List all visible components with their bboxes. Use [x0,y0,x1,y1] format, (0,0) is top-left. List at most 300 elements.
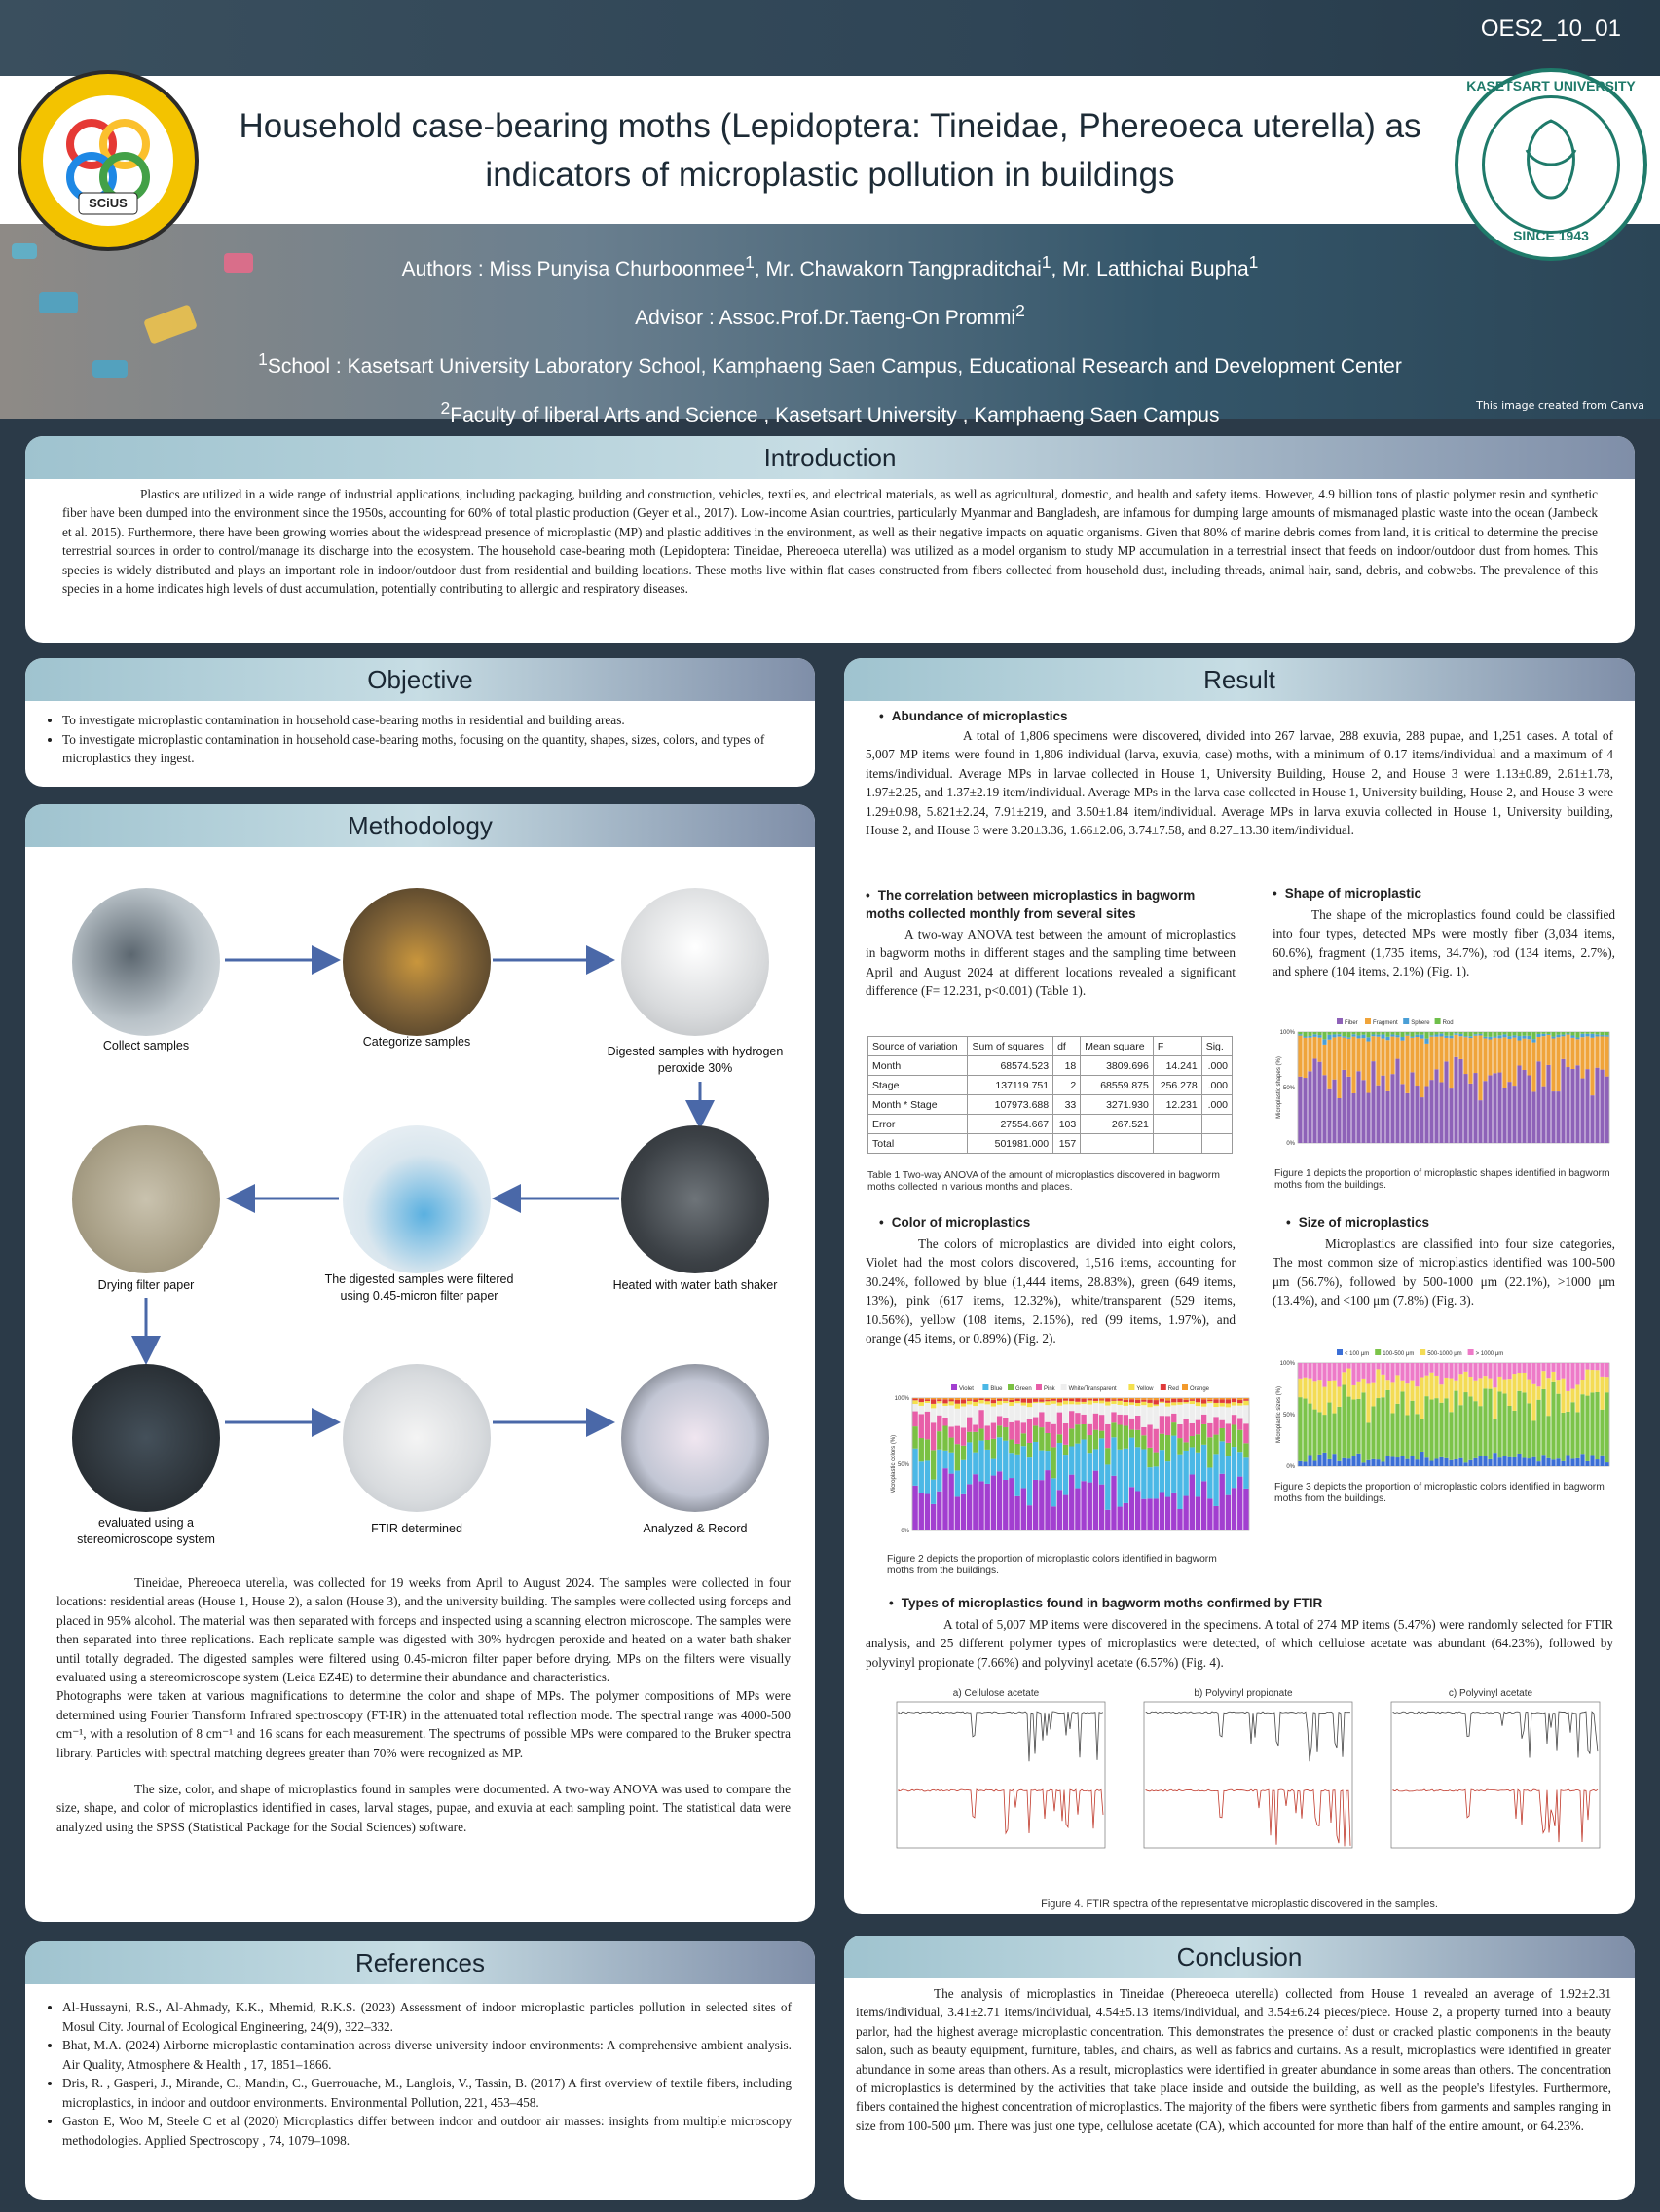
bar-segment [1105,1399,1110,1402]
bar-segment [1444,1038,1448,1061]
bar-segment [1298,1363,1302,1379]
bar-segment [1556,1091,1560,1143]
bar-segment [1575,1363,1579,1384]
bar-segment [1590,1392,1594,1455]
bar-segment [1405,1383,1409,1415]
bar-segment [1111,1476,1116,1530]
bar-segment [1410,1363,1414,1381]
legend-label: < 100 μm [1345,1351,1370,1357]
bar-segment [1556,1458,1560,1466]
bar-segment [1527,1380,1531,1404]
bar-segment [937,1398,941,1399]
bar-segment [1488,1379,1492,1389]
bar-segment [1541,1371,1545,1389]
bar-segment [978,1400,983,1403]
bar-segment [1003,1398,1008,1399]
anova-cell: Month * Stage [868,1095,968,1115]
bar-segment [961,1427,966,1445]
bar-segment [991,1423,996,1439]
bar-segment [973,1402,978,1406]
bar-segment [1580,1032,1584,1034]
bar-segment [1575,1384,1579,1412]
bar-segment [1003,1403,1008,1418]
bar-segment [1371,1061,1375,1143]
bar-segment [1303,1378,1307,1399]
bar-segment [1088,1483,1092,1530]
bar-segment [1541,1363,1545,1371]
bar-segment [1147,1407,1152,1424]
bar-segment [1444,1061,1448,1143]
bar-segment [1580,1394,1584,1454]
bar-segment [1226,1398,1231,1399]
bar-segment [967,1399,972,1401]
bar-segment [1483,1032,1487,1037]
bar-segment [1600,1456,1604,1466]
bar-segment [1099,1438,1104,1484]
bar-segment [1322,1363,1326,1387]
bar-segment [1129,1398,1134,1399]
bar-segment [1009,1400,1014,1402]
bar-segment [1171,1398,1176,1399]
bar-segment [1201,1398,1206,1399]
bar-segment [1585,1370,1589,1396]
bar-segment [1213,1399,1218,1403]
bar-segment [1536,1461,1540,1466]
bar-segment [1088,1453,1092,1482]
bar-segment [1361,1392,1365,1462]
bar-segment [1517,1032,1521,1036]
bar-segment [1196,1399,1200,1403]
bar-segment [1027,1505,1032,1530]
bar-segment [967,1401,972,1405]
bar-segment [1298,1461,1302,1466]
bar-segment [1507,1036,1511,1039]
bar-segment [1099,1485,1104,1530]
bar-segment [1390,1363,1394,1382]
bar-segment [1213,1403,1218,1407]
bar-segment [1332,1037,1336,1079]
bar-segment [1141,1400,1146,1402]
bar-segment [1196,1398,1200,1399]
bar-segment [1493,1453,1496,1466]
conclusion-card [844,1936,1635,2200]
anova-row [868,1056,1233,1076]
bar-segment [1021,1399,1026,1403]
bar-segment [967,1484,972,1530]
bar-segment [1395,1035,1399,1037]
bar-segment [1337,1461,1341,1466]
bar-segment [1488,1459,1492,1466]
bar-segment [919,1493,924,1530]
bar-segment [1454,1363,1457,1381]
bar-segment [937,1403,941,1415]
bar-segment [919,1438,924,1461]
objective-item: • To investigate microplastic contamination in household case-bearing moths, focusing on the quantity, shapes, sizes, colors, and types of microplastics they ingest. [62,730,792,768]
bar-segment [1531,1043,1535,1092]
bar-segment [1332,1034,1336,1037]
bar-segment [1600,1363,1604,1377]
bar-segment [1063,1495,1068,1530]
bar-segment [955,1404,960,1409]
bar-segment [1536,1386,1540,1399]
anova-cell: 18 [1053,1056,1081,1076]
bar-segment [1351,1456,1355,1466]
bar-segment [1449,1379,1453,1413]
bar-segment [1124,1415,1128,1425]
bar-segment [1424,1039,1428,1044]
bar-segment [1400,1456,1404,1466]
bar-segment [1405,1415,1409,1458]
bar-segment [1124,1406,1128,1415]
bar-segment [1308,1071,1311,1143]
bar-segment [1081,1439,1086,1481]
bar-segment [1014,1399,1019,1401]
bar-segment [948,1474,953,1530]
bar-segment [1424,1044,1428,1087]
bar-segment [1027,1457,1032,1505]
bar-segment [1463,1074,1467,1143]
legend-swatch [1008,1384,1014,1390]
bar-segment [1522,1363,1526,1373]
bar-segment [948,1401,953,1405]
bar-segment [1190,1398,1195,1399]
bar-segment [1045,1400,1050,1402]
bar-segment [985,1440,990,1450]
fig2-color-chart [887,1381,1255,1556]
bar-segment [1232,1447,1236,1488]
bar-segment [1021,1433,1026,1446]
bar-segment [1298,1077,1302,1143]
bar-segment [1551,1037,1555,1039]
legend-swatch [1365,1018,1371,1024]
bar-segment [1385,1091,1389,1143]
bar-segment [1111,1437,1116,1476]
bar-segment [912,1412,917,1427]
bar-segment [1332,1032,1336,1034]
bar-segment [1051,1478,1056,1506]
anova-cell [1153,1134,1201,1154]
bar-segment [1585,1034,1589,1037]
bar-segment [1237,1398,1242,1400]
bar-segment [1405,1093,1409,1143]
bar-segment [1093,1430,1098,1450]
bar-segment [1517,1454,1521,1466]
anova-cell: 14.241 [1153,1056,1201,1076]
bar-segment [1220,1399,1225,1402]
bar-segment [1376,1086,1380,1143]
bar-segment [1536,1032,1540,1034]
legend-swatch [1128,1384,1134,1390]
bar-segment [1351,1034,1355,1036]
digested-samples-photo [621,888,769,1036]
bar-segment [1177,1438,1182,1455]
bar-segment [1570,1458,1574,1466]
bar-segment [1051,1424,1056,1448]
bar-segment [1551,1372,1555,1382]
bar-segment [1183,1400,1188,1402]
bar-segment [1497,1377,1501,1391]
bar-segment [1129,1399,1134,1402]
bar-segment [1160,1450,1164,1492]
bar-segment [1342,1038,1346,1070]
bar-segment [1129,1419,1134,1430]
bar-segment [961,1403,966,1406]
bar-segment [1117,1415,1122,1425]
bar-segment [1449,1460,1453,1466]
bar-segment [1439,1363,1443,1384]
bar-segment [1088,1398,1092,1399]
bar-segment [1303,1363,1307,1378]
legend-swatch [1061,1384,1067,1390]
bar-segment [1527,1403,1531,1458]
bar-segment [1527,1036,1531,1039]
bar-segment [1561,1363,1565,1379]
anova-cell: Total [868,1134,968,1154]
bar-segment [1147,1398,1152,1400]
bar-segment [1124,1425,1128,1448]
bar-segment [1135,1400,1140,1403]
bar-segment [1033,1403,1038,1417]
bar-segment [1226,1399,1231,1403]
bar-segment [997,1416,1002,1425]
size-title: • Size of microplastics [1286,1215,1429,1230]
reference-item: • Al-Hussayni, R.S., Al-Ahmady, K.K., Mhemid, R.K.S. (2023) Assessment of indoor microplastic particles pollution in selected sites of Mosul City. Journal of Ecological Engineering, 24(9), 322–332. [62,1998,792,2036]
y-tick-label: 100% [1279,1361,1295,1367]
bar-segment [1177,1402,1182,1405]
bar-segment [1237,1452,1242,1476]
bar-segment [1183,1451,1188,1496]
bar-segment [1063,1445,1068,1455]
bar-segment [1088,1400,1092,1404]
bar-segment [1507,1032,1511,1036]
kasetsart-text: KASETSART UNIVERSITY [1466,78,1636,93]
bar-segment [1051,1506,1056,1530]
bar-segment [961,1400,966,1404]
bar-segment [1346,1397,1350,1459]
bar-segment [931,1422,936,1450]
bar-segment [997,1398,1002,1399]
bar-segment [1099,1431,1104,1439]
bar-segment [1099,1398,1104,1399]
bar-segment [948,1400,953,1402]
bar-segment [1003,1418,1008,1427]
bar-segment [1298,1032,1302,1034]
bar-segment [1366,1093,1370,1143]
bar-segment [1390,1456,1394,1466]
bar-segment [1454,1035,1457,1057]
bar-segment [1424,1032,1428,1039]
bar-segment [1063,1455,1068,1495]
bar-segment [1009,1453,1014,1478]
bar-segment [1165,1401,1170,1403]
legend-label: > 1000 μm [1475,1351,1504,1357]
bar-segment [1395,1404,1399,1457]
bar-segment [1585,1461,1589,1466]
bar-segment [1135,1398,1140,1400]
bar-segment [1400,1084,1404,1143]
legend-swatch [1036,1384,1042,1390]
bar-segment [1405,1032,1409,1035]
bar-segment [1232,1399,1236,1402]
author-3: , Mr. Latthichai Bupha [1051,258,1249,280]
bar-segment [1117,1450,1122,1507]
y-tick-label: 50% [1282,1413,1295,1419]
bar-segment [1385,1040,1389,1091]
bar-segment [1600,1070,1604,1143]
bar-segment [1381,1076,1384,1143]
bar-segment [1327,1035,1331,1040]
bar-segment [1308,1363,1311,1379]
bar-segment [1207,1401,1212,1403]
bar-segment [1226,1407,1231,1423]
bar-segment [1317,1062,1321,1143]
bar-segment [1371,1034,1375,1036]
bar-segment [1135,1430,1140,1448]
bar-segment [1099,1399,1104,1400]
bar-segment [1420,1419,1423,1452]
bar-segment [1371,1382,1375,1407]
bar-segment [1027,1403,1032,1407]
bar-segment [1165,1403,1170,1407]
conclusion-text: The analysis of microplastics in Tineidae (Phereoeca uterella) collected from House 1 revealed an average of 1.92±2.31 items/individual, 3.41±2.71 items/individual, 4.54±5.13 items/individual, and 3.54±6.24 pieces/piece. House 2, a property turned into a beauty parlor, had the highest average microplastic concentration. This demonstrates the presence of dust or cracked plastic components in the beauty salon, such as beauty equipment, furniture, tables, and chairs, as well as fabrics and curtains. As a result, microplastics were identified in greater abundance in some areas than others. As a result, microplastics were identified in greater abundance in some areas than others. The concentration of microplastics is determined by the activities that take place inside and outside the building, as well as the people's lifestyles. Furthermore, fibers contained the highest concentration of microplastics. The majority of the fibers were synthetic fibers from garments and samples ranging in size from 100-500 μm. There was just one type, cellulose acetate (CA), which accounted for more than half of the entire amount, or 64.23%. [856,1986,1611,2133]
bar-segment [1243,1457,1248,1489]
bar-segment [1483,1081,1487,1143]
bar-segment [1371,1406,1375,1458]
bar-segment [1361,1080,1365,1143]
scius-logo [18,70,199,251]
bar-segment [1527,1458,1531,1466]
bar-segment [1444,1032,1448,1036]
bar-segment [1039,1399,1044,1401]
bar-segment [1303,1078,1307,1143]
bar-segment [1346,1037,1350,1039]
bar-segment [1424,1396,1428,1457]
bar-segment [1177,1424,1182,1438]
bar-segment [1342,1070,1346,1143]
bar-segment [1154,1406,1159,1429]
bar-segment [1160,1403,1164,1416]
bar-segment [1556,1037,1560,1091]
bar-segment [1420,1377,1423,1419]
bar-segment [1207,1398,1212,1400]
bar-segment [1395,1375,1399,1403]
bar-segment [1361,1032,1365,1035]
bar-segment [1105,1510,1110,1530]
bar-segment [1497,1363,1501,1377]
bar-segment [1561,1032,1565,1035]
bar-segment [955,1470,960,1496]
anova-cell: 107973.688 [968,1095,1053,1115]
bar-segment [1493,1387,1496,1419]
bar-segment [1057,1443,1062,1490]
bar-segment [1449,1412,1453,1459]
bar-segment [1165,1416,1170,1435]
y-tick-label: 0% [1286,1141,1295,1147]
bar-segment [1434,1376,1438,1398]
bar-segment [1105,1464,1110,1509]
bar-segment [1346,1032,1350,1037]
bar-segment [1093,1403,1098,1414]
bar-segment [1045,1451,1050,1470]
bar-segment [1395,1032,1399,1035]
bar-segment [1395,1037,1399,1058]
bar-segment [1027,1443,1032,1457]
bar-segment [1117,1507,1122,1530]
bar-segment [1003,1480,1008,1530]
bar-segment [1111,1399,1116,1400]
bar-segment [1517,1373,1521,1391]
bar-segment [1237,1419,1242,1430]
types-text: A total of 5,007 MP items were discovered in the specimens. A total of 274 MP items (5.47%) were randomly selected for FTIR analysis, and 25 different polymer types of microplastics were detected, of which cellulose acetate was abundant (64.23%), followed by polyvinyl propionate (7.66%) and polyvinyl acetate (6.57%) (Fig. 4). [866,1617,1613,1670]
bar-segment [1124,1398,1128,1400]
bar-segment [1135,1403,1140,1406]
bar-segment [1171,1422,1176,1435]
bar-segment [1105,1424,1110,1448]
bar-segment [1483,1363,1487,1376]
bar-segment [1356,1035,1360,1038]
author-2: , Mr. Chawakorn Tangpraditchai [754,258,1042,280]
bar-segment [1580,1363,1584,1380]
bar-segment [1356,1399,1360,1454]
correlation-title: • The correlation between microplastics in bagworm moths collected monthly from several sites [866,886,1236,923]
bar-segment [1183,1496,1188,1530]
bar-segment [1243,1399,1248,1401]
bar-segment [1512,1035,1516,1037]
bar-segment [942,1468,947,1530]
bar-segment [1551,1032,1555,1037]
bar-segment [1337,1387,1341,1407]
bar-segment [1546,1034,1550,1035]
affiliation-1: $^1$School : Kasetsart University Laboratory School, Kamphaeng Saen Campus, Educational Research and Development Center [258,350,1402,378]
bar-segment [1390,1037,1394,1075]
bar-segment [1366,1383,1370,1422]
bar-segment [1243,1405,1248,1423]
bar-segment [1458,1363,1462,1374]
bar-segment [1243,1398,1248,1399]
bar-segment [1039,1402,1044,1403]
bar-segment [1177,1455,1182,1509]
bar-segment [1322,1032,1326,1039]
bar-segment [1400,1037,1404,1041]
anova-cell: 267.521 [1081,1115,1154,1134]
bar-segment [1566,1412,1569,1456]
bar-segment [1546,1363,1550,1378]
bar-segment [1337,1034,1341,1036]
bar-segment [1595,1363,1599,1370]
bar-segment [1439,1457,1443,1466]
bar-segment [1536,1061,1540,1143]
bar-segment [1458,1036,1462,1059]
bar-segment [1449,1038,1453,1088]
bar-segment [1308,1036,1311,1038]
bar-segment [1561,1379,1565,1413]
bar-segment [1093,1449,1098,1470]
bar-segment [1213,1435,1218,1455]
bar-segment [1541,1032,1545,1034]
bar-segment [1135,1492,1140,1530]
bar-segment [1478,1035,1482,1100]
bar-segment [978,1398,983,1399]
canva-note: This image created from Canva [1476,399,1644,412]
step-label: Heated with water bath shaker [612,1278,778,1292]
bar-segment [1420,1452,1423,1466]
bar-segment [1027,1419,1032,1443]
bar-segment [1033,1398,1038,1399]
bar-segment [1449,1088,1453,1143]
bar-segment [1546,1032,1550,1034]
bar-segment [1003,1441,1008,1480]
bar-segment [1226,1443,1231,1456]
